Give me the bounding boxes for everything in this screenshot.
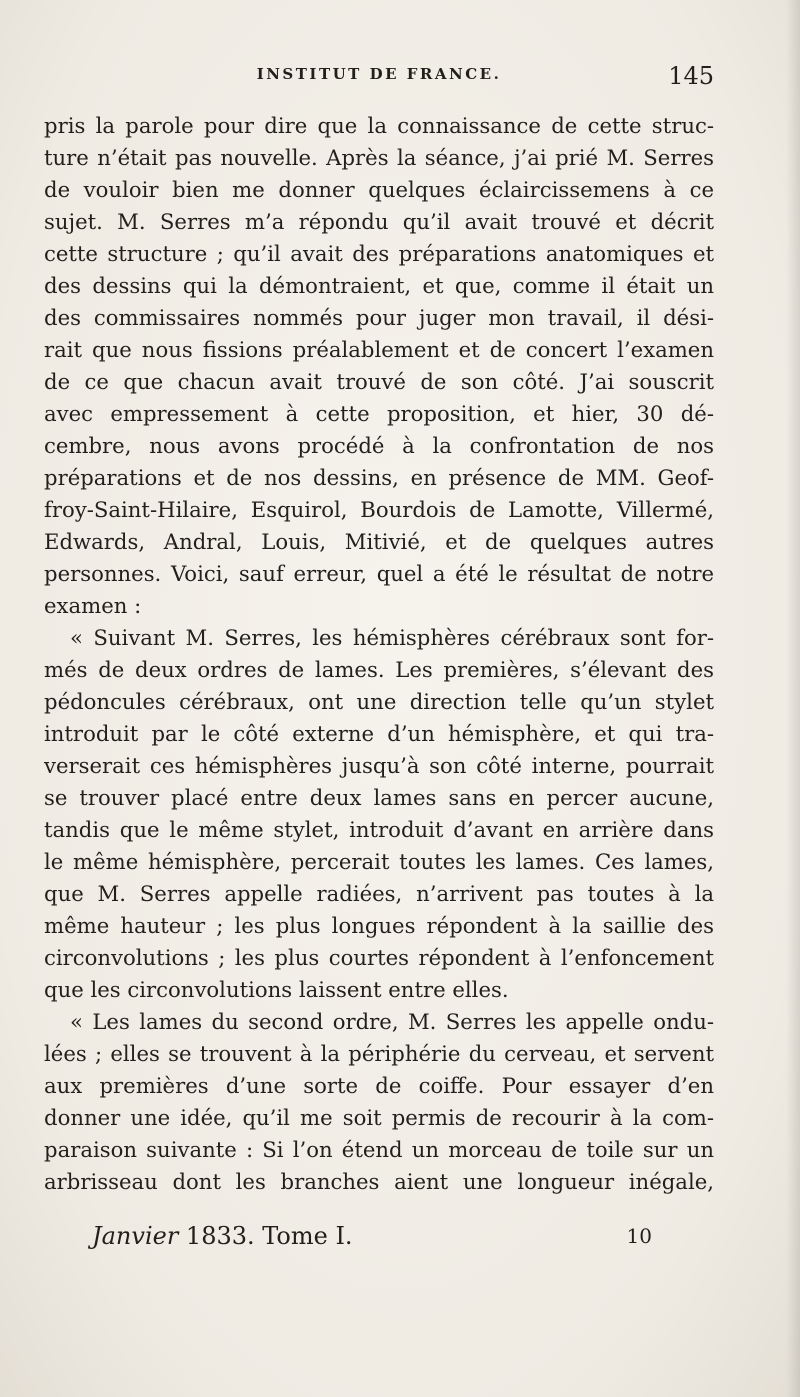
text-line: « Les lames du second ordre, M. Serres les appelle ondu- — [70, 1009, 714, 1034]
text-line: examen : — [44, 593, 142, 618]
text-line: de vouloir bien me donner quelques éclaircissemens à ce — [44, 177, 714, 202]
text-line: introduit par le côté externe d’un hémisphère, et qui tra- — [44, 721, 714, 746]
text-line: donner une idée, qu’il me soit permis de recourir à la com- — [44, 1105, 714, 1130]
text-line: rait que nous fissions préalablement et de concert l’examen — [44, 337, 714, 362]
signature-volume: 1833. Tome I. — [178, 1222, 353, 1250]
text-line: des commissaires nommés pour juger mon travail, il dési- — [44, 305, 714, 330]
signature-month: Janvier — [92, 1222, 179, 1250]
text-line: des dessins qui la démontraient, et que, comme il était un — [44, 273, 714, 298]
text-line: que les circonvolutions laissent entre elles. — [44, 977, 509, 1002]
text-line: Edwards, Andral, Louis, Mitivié, et de quelques autres — [44, 529, 714, 554]
text-line: pédoncules cérébraux, ont une direction telle qu’un stylet — [44, 689, 714, 714]
page-number: 145 — [668, 62, 714, 90]
text-line: aux premières d’une sorte de coiffe. Pour essayer d’en — [44, 1073, 714, 1098]
running-head — [44, 62, 714, 92]
text-line: verserait ces hémisphères jusqu’à son côté interne, pourrait — [44, 753, 714, 778]
text-line: se trouver placé entre deux lames sans en percer aucune, — [44, 785, 714, 810]
text-line: le même hémisphère, percerait toutes les lames. Ces lames, — [44, 849, 714, 874]
text-line: cette structure ; qu’il avait des préparations anatomiques et — [44, 241, 714, 266]
text-line: personnes. Voici, sauf erreur, quel a été le résultat de notre — [44, 561, 714, 586]
running-title: INSTITUT DE FRANCE. — [256, 65, 502, 83]
sheet-number: 10 — [626, 1224, 652, 1248]
text-line: sujet. M. Serres m’a répondu qu’il avait trouvé et décrit — [44, 209, 714, 234]
text-line: préparations et de nos dessins, en présence de MM. Geof- — [44, 465, 714, 490]
text-line: paraison suivante : Si l’on étend un morceau de toile sur un — [44, 1137, 714, 1162]
text-line: froy-Saint-Hilaire, Esquirol, Bourdois de Lamotte, Villermé, — [44, 497, 714, 522]
body-text — [44, 110, 714, 1198]
text-line: arbrisseau dont les branches aient une longueur inégale, — [44, 1169, 714, 1194]
text-line: lées ; elles se trouvent à la périphérie du cerveau, et servent — [44, 1041, 714, 1066]
signature-mark — [92, 1222, 353, 1250]
text-line: « Suivant M. Serres, les hémisphères cérébraux sont for- — [70, 625, 714, 650]
page-gutter-shadow — [786, 0, 800, 1397]
text-line: même hauteur ; les plus longues répondent à la saillie des — [44, 913, 714, 938]
text-line: de ce que chacun avait trouvé de son côté. J’ai souscrit — [44, 369, 714, 394]
text-line: cembre, nous avons procédé à la confrontation de nos — [44, 433, 714, 458]
text-line: més de deux ordres de lames. Les premières, s’élevant des — [44, 657, 714, 682]
text-line: ture n’était pas nouvelle. Après la séance, j’ai prié M. Serres — [44, 145, 714, 170]
text-line: que M. Serres appelle radiées, n’arrivent pas toutes à la — [44, 881, 714, 906]
text-line: tandis que le même stylet, introduit d’avant en arrière dans — [44, 817, 714, 842]
text-line: avec empressement à cette proposition, et hier, 30 dé- — [44, 401, 714, 426]
text-line: pris la parole pour dire que la connaissance de cette struc- — [44, 113, 714, 138]
text-line: circonvolutions ; les plus courtes répondent à l’enfoncement — [44, 945, 714, 970]
page-footer — [92, 1222, 652, 1256]
